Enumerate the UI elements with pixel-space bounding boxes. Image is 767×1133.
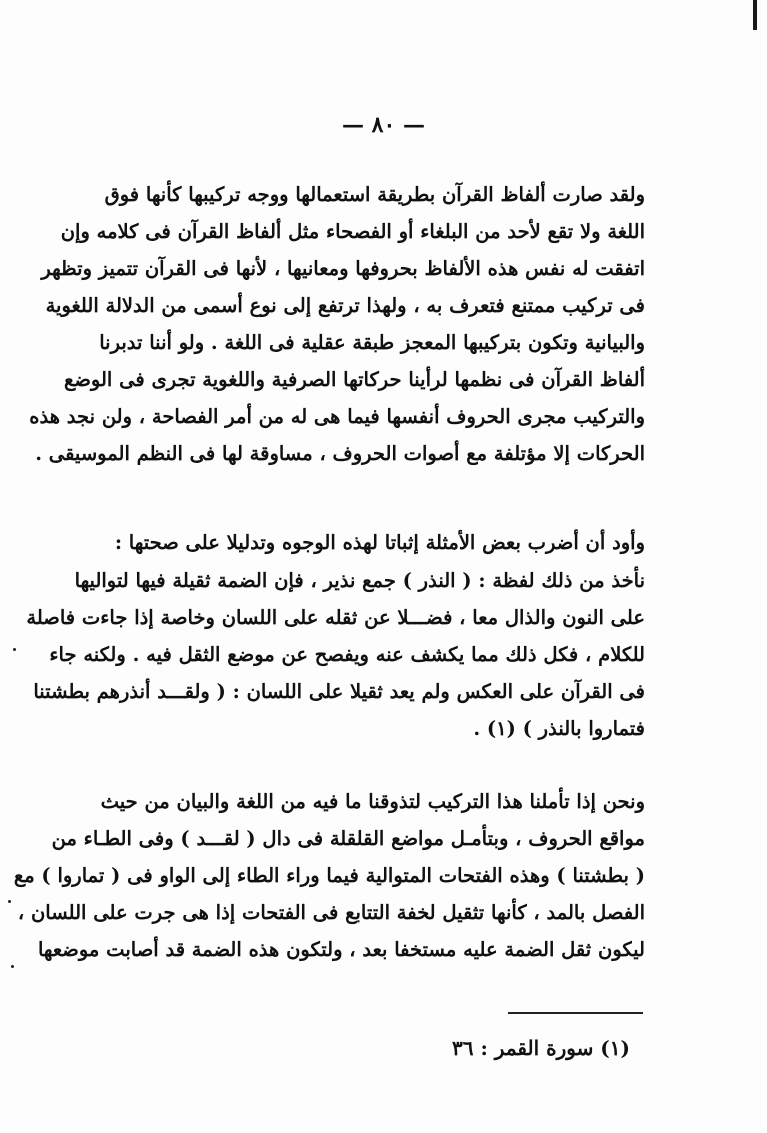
text-line: ولقد صارت ألفاظ القرآن بطريقة استعمالها ووجه تركيبها كأنها فوق	[104, 183, 645, 206]
text-line: ونحن إذا تأملنا هذا التركيب لتذوقنا ما فيه من اللغة والبيان من حيث	[100, 790, 645, 813]
text-line: اتفقت له نفس هذه الألفاظ بحروفها ومعانيها ، لأنها فى القرآن تتميز وتظهر	[41, 257, 645, 280]
scan-edge-mark	[753, 0, 757, 30]
scan-dot	[11, 965, 14, 968]
text-line: على النون والذال معا ، فضـــلا عن ثقله على اللسان وخاصة إذا جاءت فاصلة	[26, 606, 645, 629]
text-line: الحركات إلا مؤتلفة مع أصوات الحروف ، مساوقة لها فى النظم الموسيقى .	[35, 442, 645, 465]
page-number: — ٨٠ —	[342, 112, 425, 138]
text-line: فى تركيب ممتنع فتعرف به ، ولهذا ترتفع إلى نوع أسمى من الدلالة اللغوية	[45, 294, 645, 317]
text-line: وأود أن أضرب بعض الأمثلة إثباتا لهذه الوجوه وتدليلا على صحتها :	[114, 531, 645, 554]
text-line: ( بطشتنا ) وهذه الفتحات المتوالية فيما وراء الطاء إلى الواو فى ( تماروا ) مع	[13, 864, 645, 887]
footnote: (١) سورة القمر : ٣٦	[452, 1036, 630, 1060]
scan-dot	[8, 900, 11, 903]
text-line: الفصل بالمد ، كأنها تثقيل لخفة التتابع فى الفتحات إذا هى جرت على اللسان ،	[17, 901, 645, 924]
text-line: فتماروا بالنذر ) (١) .	[473, 717, 645, 740]
paragraph-1	[29, 176, 645, 472]
paragraph-3	[26, 562, 645, 747]
paragraph-2	[100, 524, 645, 561]
text-line: اللغة ولا تقع لأحد من البلغاء أو الفصحاء مثل ألفاظ القرآن فى كلامه وإن	[60, 220, 645, 243]
text-line: ألفاظ القرآن فى نظمها لرأينا حركاتها الصرفية واللغوية تجرى فى الوضع	[63, 368, 645, 391]
text-line: والتركيب مجرى الحروف أنفسها فيما هى له من أمر الفصاحة ، ولن نجد هذه	[29, 405, 645, 428]
text-line: نأخذ من ذلك لفظة : ( النذر ) جمع نذير ، فإن الضمة ثقيلة فيها لتواليها	[74, 569, 645, 592]
scan-dot	[13, 648, 16, 651]
text-line: والبيانية وتكون بتركيبها المعجز طبقة عقلية فى اللغة . ولو أننا تدبرنا	[99, 331, 645, 354]
text-line: للكلام ، فكل ذلك مما يكشف عنه ويفصح عن موضع الثقل فيه . ولكنه جاء	[49, 643, 645, 666]
text-line: مواقع الحروف ، وبتأمـل مواضع القلقلة فى دال ( لقـــد ) وفى الطـاء من	[51, 827, 645, 850]
paragraph-4	[13, 783, 645, 968]
text-line: فى القرآن على العكس ولم يعد ثقيلا على اللسان : ( ولقـــد أنذرهم بطشتنا	[33, 680, 645, 703]
text-line: ليكون ثقل الضمة عليه مستخفا بعد ، ولتكون هذه الضمة قد أصابت موضعها	[37, 938, 645, 961]
footnote-divider	[508, 1012, 643, 1014]
